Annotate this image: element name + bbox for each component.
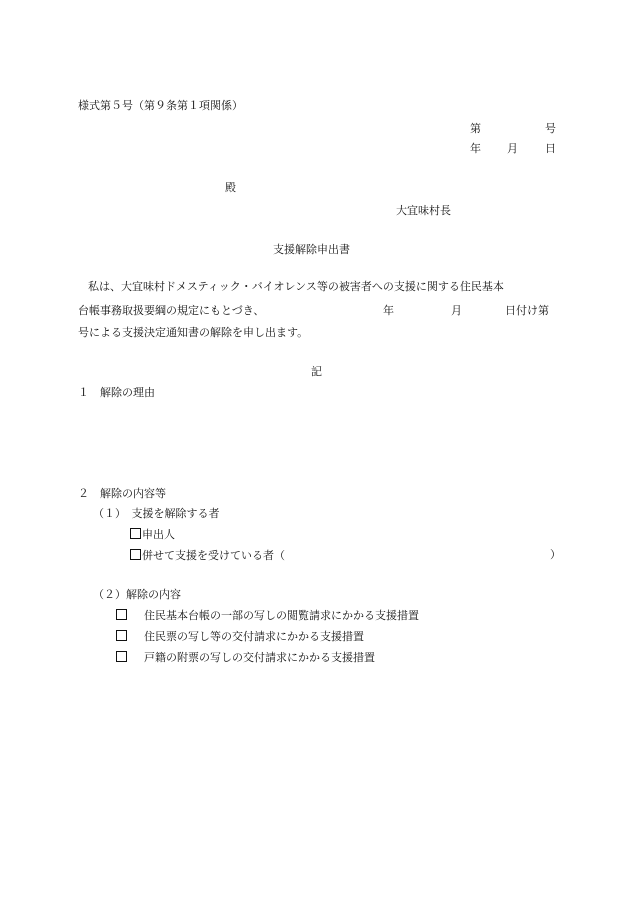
option-applicant-label: 申出人 <box>142 528 175 541</box>
body-line-3: 号による支援決定通知書の解除を申し出ます。 <box>78 326 309 339</box>
measure-option-3[interactable] <box>116 651 375 663</box>
section-2-heading: ２ 解除の内容等 <box>78 487 166 500</box>
checkbox-icon[interactable] <box>116 609 127 620</box>
form-number: 様式第５号（第９条第１項関係） <box>78 99 243 112</box>
option-applicant[interactable] <box>130 528 175 540</box>
date-month: 月 <box>507 142 518 155</box>
reference-prefix: 第 <box>470 122 481 135</box>
body-line-1: 私は、大宜味村ドメスティック・バイオレンス等の被害者への支援に関する住民基本 <box>88 280 504 293</box>
subsection-2-heading: （２）解除の内容 <box>93 588 181 601</box>
measure-option-2-label: 住民票の写し等の交付請求にかかる支援措置 <box>144 630 364 643</box>
checkbox-icon[interactable] <box>130 549 141 560</box>
body-line-2-text: 台帳事務取扱要綱の規定にもとづき、 <box>78 304 265 317</box>
measure-option-1[interactable] <box>116 609 419 621</box>
reference-suffix: 号 <box>545 122 556 135</box>
date-year: 年 <box>470 142 481 155</box>
measure-option-1-label: 住民基本台帳の一部の写しの閲覧請求にかかる支援措置 <box>144 609 419 622</box>
body-line-2-month: 月 <box>451 304 462 317</box>
checkbox-icon[interactable] <box>130 528 141 539</box>
date-day: 日 <box>545 142 556 155</box>
measure-option-2[interactable] <box>116 630 364 642</box>
issuer-name: 大宜味村長 <box>396 204 451 217</box>
body-line-2-year: 年 <box>383 304 394 317</box>
addressee-honorific: 殿 <box>225 181 236 194</box>
body-line-2-day: 日付け第 <box>505 304 549 317</box>
option-co-recipient-label: 併せて支援を受けている者（ <box>142 549 285 562</box>
notes-heading: 記 <box>311 365 322 378</box>
section-1-heading: １ 解除の理由 <box>78 386 155 399</box>
option-co-recipient-close: ） <box>550 548 561 561</box>
measure-option-3-label: 戸籍の附票の写しの交付請求にかかる支援措置 <box>144 651 375 664</box>
checkbox-icon[interactable] <box>116 651 127 662</box>
document-title: 支援解除申出書 <box>273 243 350 256</box>
option-co-recipient[interactable] <box>130 549 285 561</box>
checkbox-icon[interactable] <box>116 630 127 641</box>
subsection-1-heading: （１） 支援を解除する者 <box>93 507 220 520</box>
